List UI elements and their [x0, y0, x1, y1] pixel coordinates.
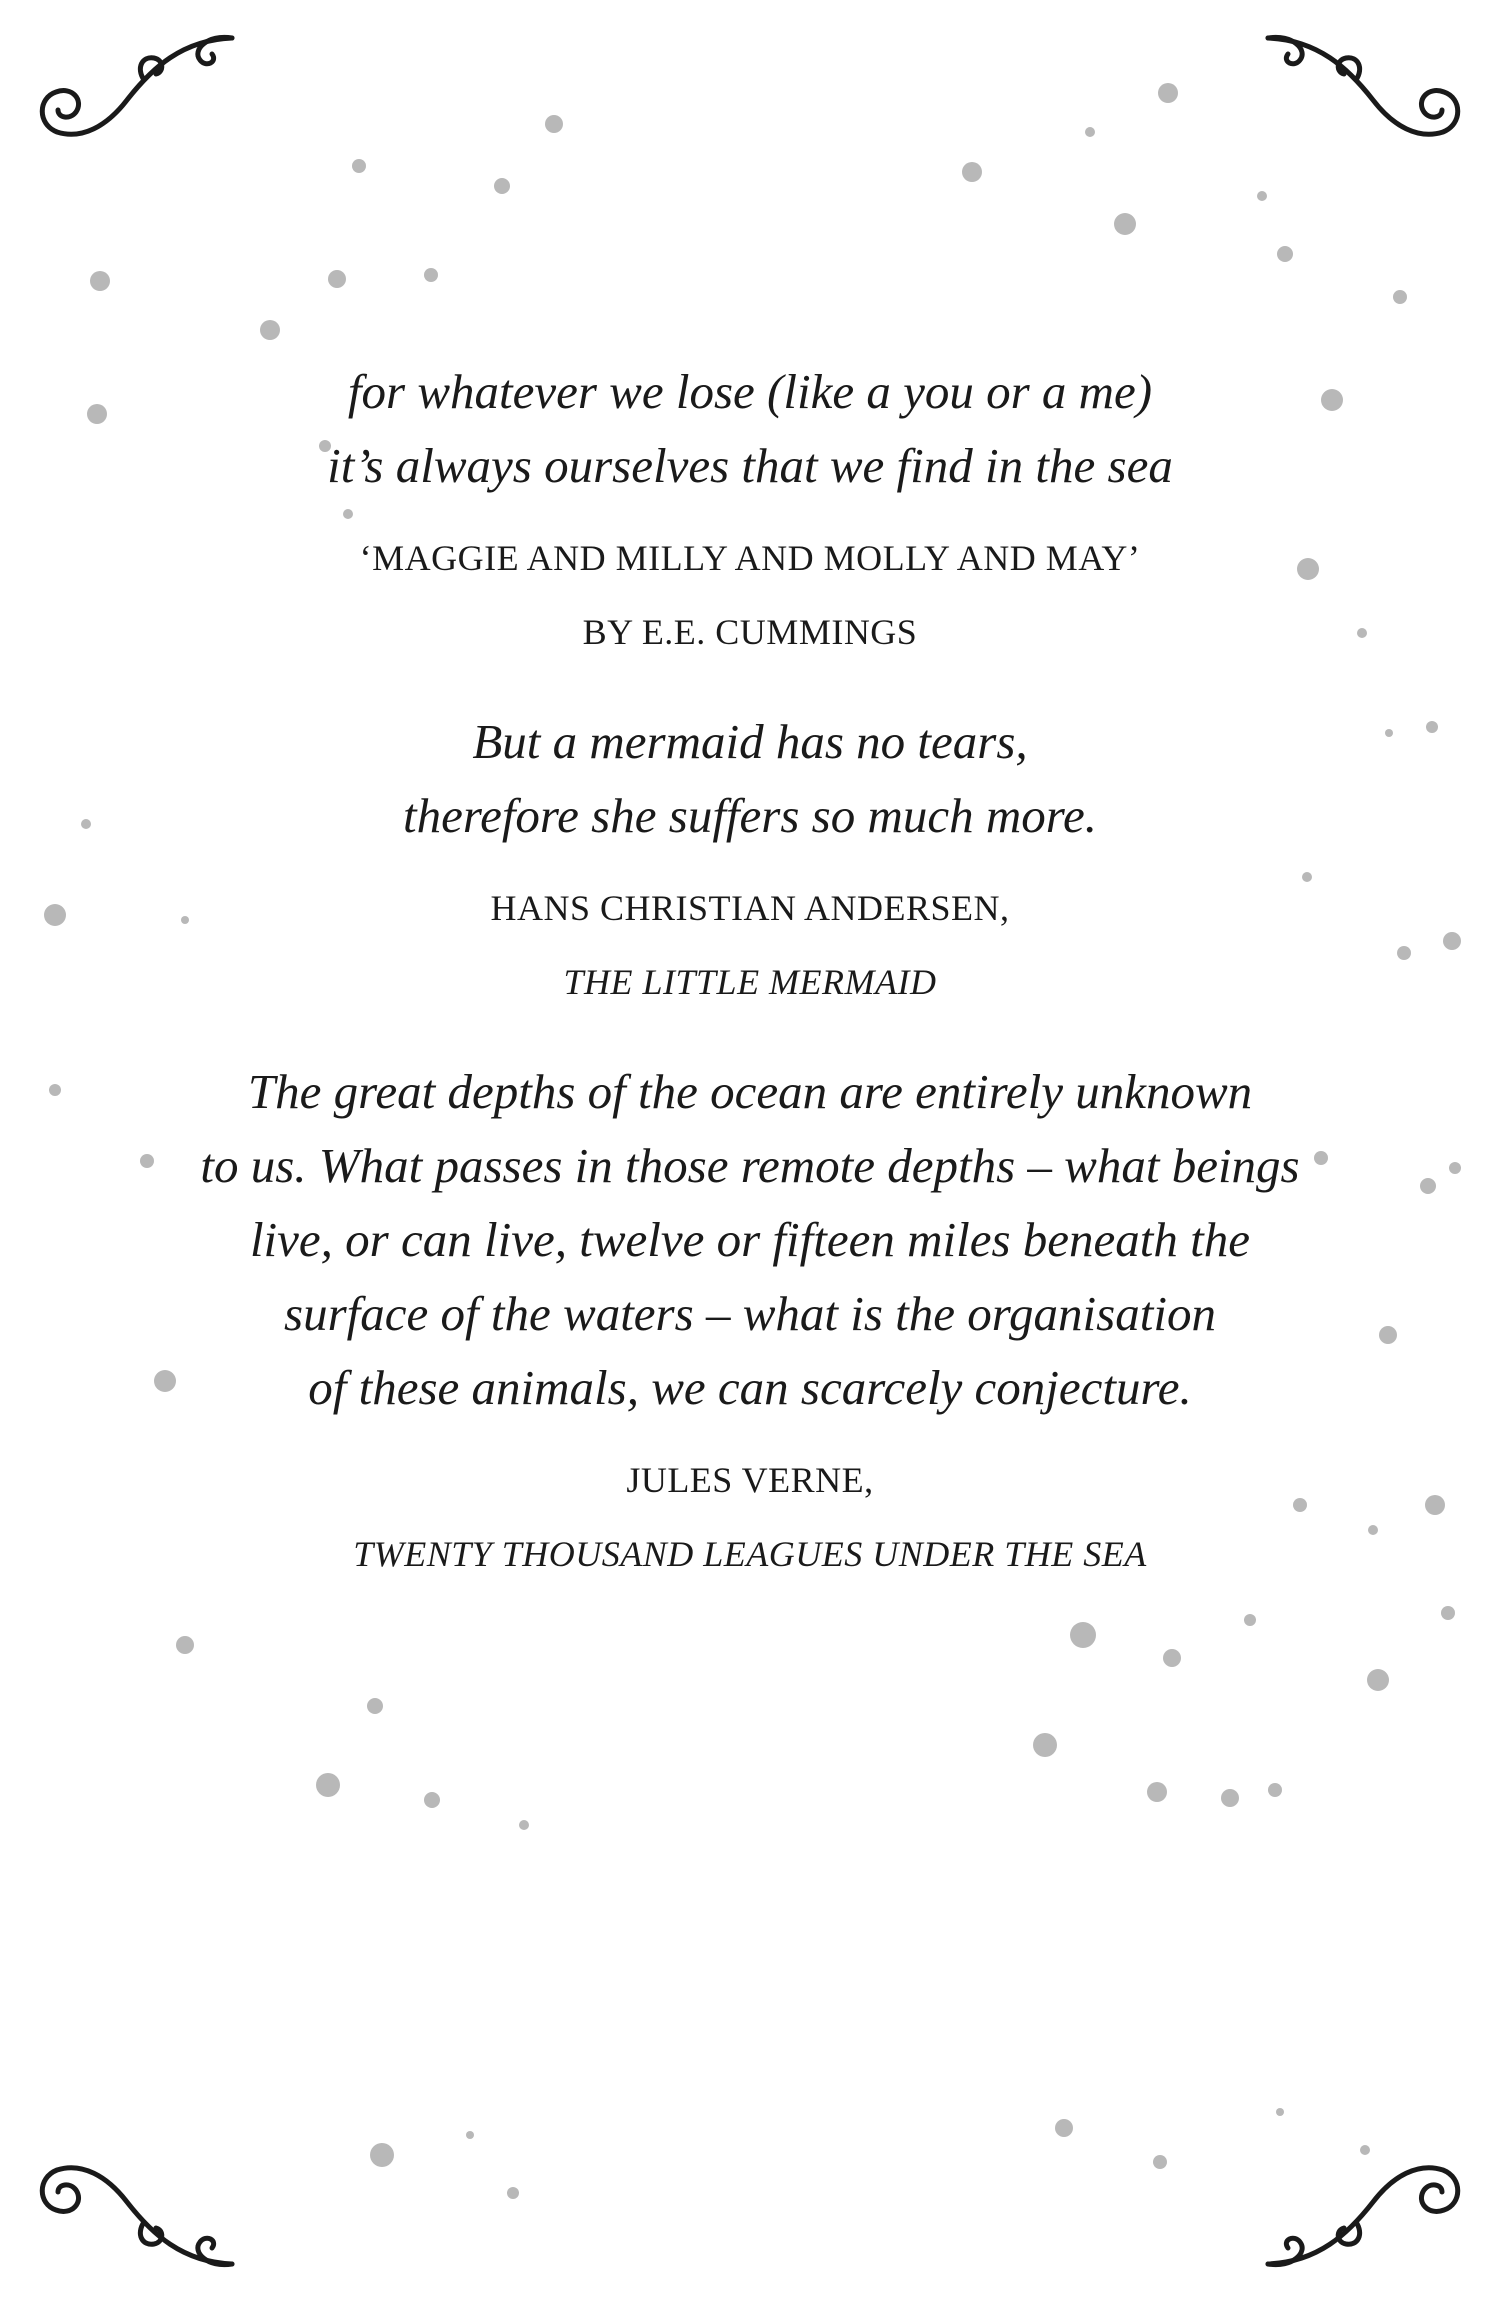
- epigraph-cummings: [150, 355, 1350, 669]
- scroll-flourish-icon: [32, 28, 242, 158]
- attribution-author: BY E.E. CUMMINGS: [582, 612, 918, 652]
- attribution-title: TWENTY THOUSAND LEAGUES UNDER THE SEA: [353, 1534, 1147, 1574]
- quote-line: therefore she suffers so much more.: [402, 788, 1098, 843]
- quote-text: [150, 705, 1350, 853]
- quote-line: live, or can live, twelve or fifteen miles beneath the: [249, 1212, 1251, 1267]
- quote-line: The great depths of the ocean are entirely unknown: [247, 1064, 1253, 1119]
- quote-line: for whatever we lose (like a you or a me): [347, 364, 1153, 419]
- attribution-author: JULES VERNE,: [626, 1460, 874, 1500]
- scroll-flourish-icon: [1258, 28, 1468, 158]
- corner-flourish-bottom-left: [32, 2144, 242, 2274]
- quote-line: to us. What passes in those remote depths – what beings: [200, 1138, 1300, 1193]
- corner-flourish-bottom-right: [1258, 2144, 1468, 2274]
- scroll-flourish-icon: [1258, 2144, 1468, 2274]
- quote-line: it’s always ourselves that we find in the sea: [327, 438, 1173, 493]
- quote-line: surface of the waters – what is the organisation: [284, 1286, 1216, 1341]
- epigraph-block: [150, 355, 1350, 1591]
- corner-flourish-top-left: [32, 28, 242, 158]
- attribution-author: HANS CHRISTIAN ANDERSEN,: [490, 888, 1010, 928]
- scroll-flourish-icon: [32, 2144, 242, 2274]
- quote-text: [150, 355, 1350, 503]
- epigraph-verne: [150, 1055, 1350, 1591]
- quote-text: [150, 1055, 1350, 1425]
- quote-line: of these animals, we can scarcely conjecture.: [308, 1360, 1192, 1415]
- corner-flourish-top-right: [1258, 28, 1468, 158]
- attribution-title: THE LITTLE MERMAID: [563, 962, 937, 1002]
- attribution-title: ‘MAGGIE AND MILLY AND MOLLY AND MAY’: [359, 538, 1141, 578]
- quote-line: But a mermaid has no tears,: [472, 714, 1028, 769]
- epigraph-andersen: [150, 705, 1350, 1019]
